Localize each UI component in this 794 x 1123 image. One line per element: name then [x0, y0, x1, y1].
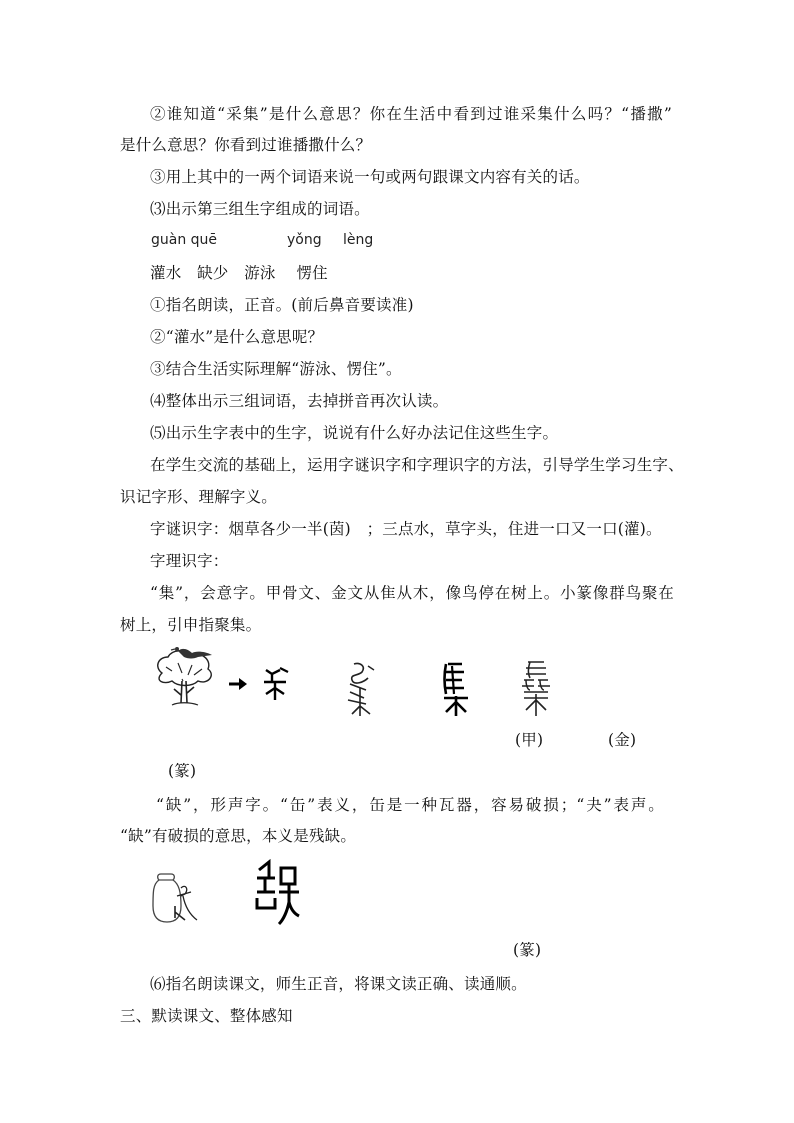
word-list: 灌水 缺少 游泳 愣住 — [150, 264, 328, 282]
text-line: ②谁知道“采集”是什么意思？你在生活中看到过谁采集什么吗？“播撒” — [150, 105, 672, 123]
text-line: 在学生交流的基础上，运用字谜识字和字理识字的方法，引导学生学习生字、 — [150, 456, 684, 474]
text-line: ⑷整体出示三组词语，去掉拼音再次认读。 — [150, 392, 449, 410]
caption-jin: (金) — [608, 731, 637, 749]
text-line: 字谜识字：烟草各少一半(茵) ；三点水，草字头，住进一口又一口(灌)。 — [150, 520, 662, 538]
text-line: 是什么意思？你看到过谁播撒什么？ — [120, 136, 372, 154]
text-line: 识记字形、理解字义。 — [120, 488, 278, 506]
pinyin-label: yǒng — [287, 232, 322, 248]
text-line: ⑹指名朗读课文，师生正音，将课文读正确、读通顺。 — [150, 975, 527, 993]
text-line: 树上，引申指聚集。 — [120, 616, 262, 634]
pinyin-label: guàn quē — [151, 232, 218, 248]
text-line: ③用上其中的一两个词语来说一句或两句跟课文内容有关的话。 — [150, 168, 590, 186]
ji-pictograph-glyph — [262, 664, 292, 704]
text-line: ⑸出示生字表中的生字，说说有什么好办法记住这些生字。 — [150, 424, 559, 442]
text-line: ③结合生活实际理解“游泳、愣住”。 — [150, 360, 402, 378]
ji-bronze-glyph — [440, 660, 472, 718]
text-line: 字理识字： — [150, 552, 229, 570]
arrow-icon — [228, 677, 248, 691]
que-pictograph-picture — [151, 866, 199, 926]
text-line: “缺”，形声字。“缶”表义，缶是一种瓦器，容易破损；“夬”表声。 — [156, 796, 664, 814]
text-line: ②“灌水”是什么意思呢？ — [150, 328, 324, 346]
ji-oracle-glyph — [344, 660, 378, 718]
caption-jia: (甲) — [515, 731, 544, 749]
text-line: ⑶出示第三组生字组成的词语。 — [150, 200, 370, 218]
tree-bird-picture — [152, 645, 218, 717]
que-seal-glyph — [255, 858, 301, 930]
section-heading: 三、默读课文、整体感知 — [120, 1007, 293, 1025]
pinyin-label: lèng — [343, 232, 374, 248]
text-line: ①指名朗读，正音。(前后鼻音要读准) — [150, 296, 414, 314]
text-line: “集”，会意字。甲骨文、金文从隹从木，像鸟停在树上。小篆像群鸟聚在 — [150, 584, 674, 602]
text-line: “缺”有破损的意思，本义是残缺。 — [120, 827, 357, 845]
ji-seal-glyph — [520, 660, 552, 718]
caption-zhuan: (篆) — [513, 941, 542, 959]
caption-zhuan: (篆) — [168, 762, 197, 780]
